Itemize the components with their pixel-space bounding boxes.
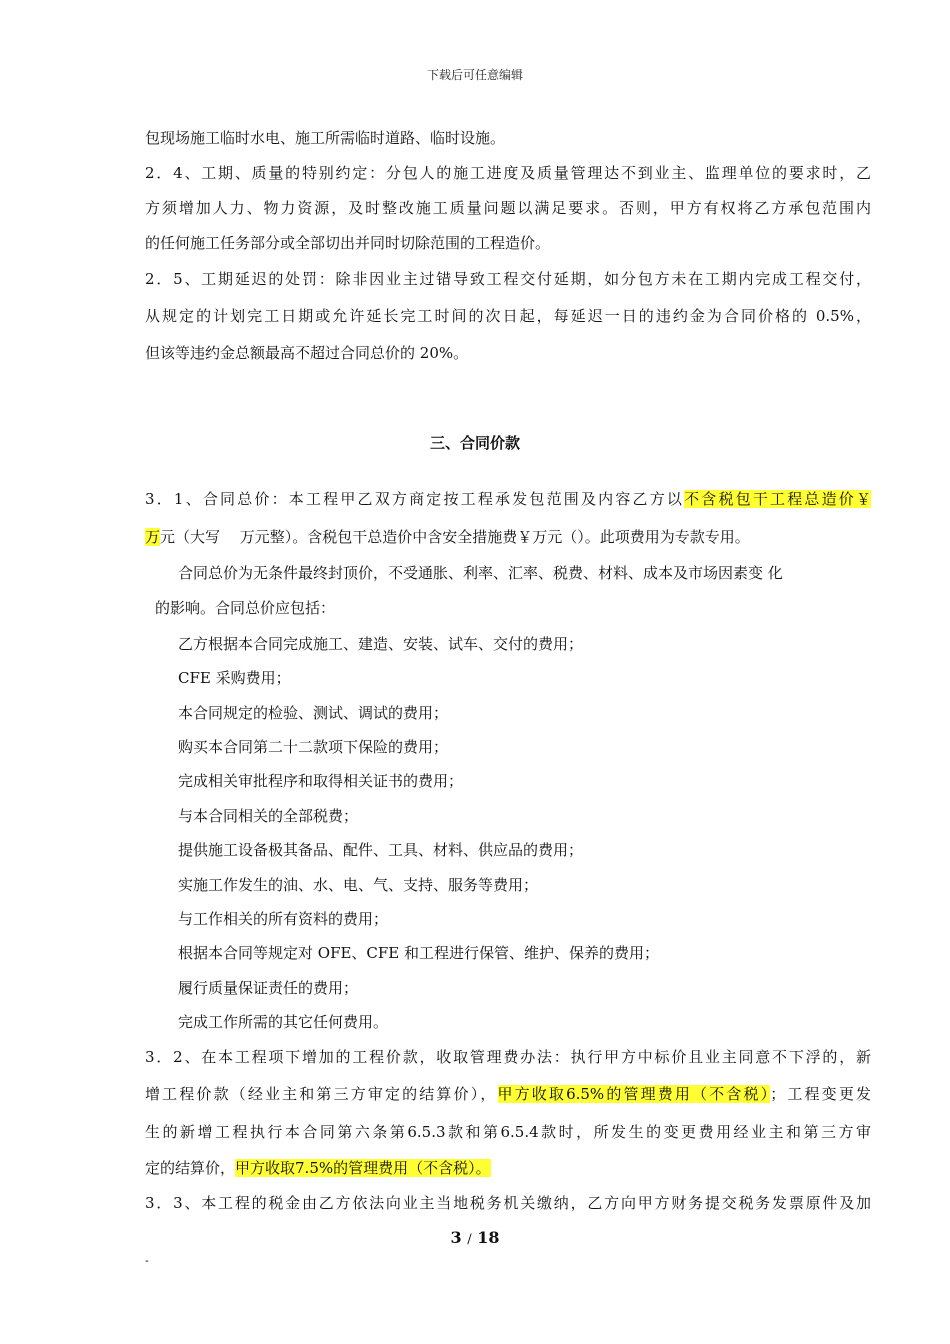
clause-3-2-line: 3．2、在本工程项下增加的工程价款，收取管理费办法：执行甲方中标价且业主同意不下浮的，新 [145,1048,871,1066]
clause-3-2-line [145,1084,871,1104]
clause-3-2-line: 生的新增工程执行本合同第六条第6.5.3款和第6.5.4款时，所发生的变更费用经业主和第三方审 [145,1123,871,1141]
clause-2-5-line: 但该等违约金总额最高不超过合同总价的 20%。 [145,344,469,362]
current-page: 3 [450,1228,462,1247]
clause-3-2-text: 定的结算价， [145,1159,236,1177]
clause-2-5-line: 从规定的计划完工日期或允许延长完工时间的次日起，每延迟一日的违约金为合同价格的 0.5%， [145,307,871,325]
list-item: 本合同规定的检验、测试、调试的费用； [178,704,449,722]
list-item: 履行质量保证责任的费用； [178,979,359,997]
highlighted-text: 甲方收取6.5%的管理费用（不含税） [497,1085,771,1103]
highlighted-text: 万 [145,528,161,546]
clause-3-2-text: 增工程价款（经业主和第三方审定的结算价）， [145,1085,498,1103]
list-item: 购买本合同第二十二款项下保险的费用； [178,738,449,756]
page-number [0,1228,950,1247]
list-item: 完成工作所需的其它任何费用。 [178,1013,389,1031]
list-item: 实施工作发生的油、水、电、气、支持、服务等费用； [178,876,539,894]
section-title: 三、合同价款 [429,434,520,452]
list-item: 根据本合同等规定对 OFE、CFE 和工程进行保管、维护、保养的费用； [178,944,660,962]
clause-2-4-line: 的任何施工任务部分或全部切出并同时切除范围的工程造价。 [145,234,551,252]
clause-3-1-text: 3．1、合同总价：本工程甲乙双方商定按工程承发包范围及内容乙方以 [145,490,685,508]
clause-3-1-line: 合同总价为无条件最终封顶价，不受通胀、利率、汇率、税费、材料、成本及市场因素变 化 [178,564,783,582]
footer-dash: - [145,1254,149,1267]
paragraph-line: 包现场施工临时水电、施工所需临时道路、临时设施。 [145,129,506,147]
clause-2-5-line: 2．5、工期延迟的处罚：除非因业主过错导致工程交付延期，如分包方未在工期内完成工程交付， [145,270,871,288]
list-item: CFE 采购费用； [178,669,291,687]
page-separator: / [467,1232,472,1247]
list-item: 与本合同相关的全部税费； [178,807,359,825]
clause-3-1-text: 元（大写 万元整）。含税包干总造价中含安全措施费￥万元（）。此项费用为专款专用。 [160,528,750,546]
clause-3-1-line [145,489,871,509]
clause-3-1-line: 的影响。合同总价应包括： [155,599,336,617]
clause-3-1-line [145,527,750,547]
clause-2-4-line: 方须增加人力、物力资源，及时整改施工质量问题以满足要求。否则，甲方有权将乙方承包范围内 [145,199,871,217]
clause-3-2-line [145,1158,491,1178]
page-header: 下载后可任意编辑 [426,68,523,82]
list-item: 乙方根据本合同完成施工、建造、安装、试车、交付的费用； [178,635,584,653]
highlighted-text: 不含税包干工程总造价￥ [684,490,871,508]
list-item: 提供施工设备极其备品、配件、工具、材料、供应品的费用； [178,841,584,859]
clause-3-3-line: 3．3、本工程的税金由乙方依法向业主当地税务机关缴纳，乙方向甲方财务提交税务发票原件及加 [145,1194,871,1212]
clause-2-4-line: 2．4、工期、质量的特别约定：分包人的施工进度及质量管理达不到业主、监理单位的要求时，乙 [145,164,871,182]
list-item: 与工作相关的所有资料的费用； [178,910,389,928]
list-item: 完成相关审批程序和取得相关证书的费用； [178,772,464,790]
highlighted-text: 甲方收取7.5%的管理费用（不含税）。 [235,1159,491,1177]
total-pages: 18 [477,1228,500,1247]
clause-3-2-text: ；工程变更发 [770,1085,871,1103]
